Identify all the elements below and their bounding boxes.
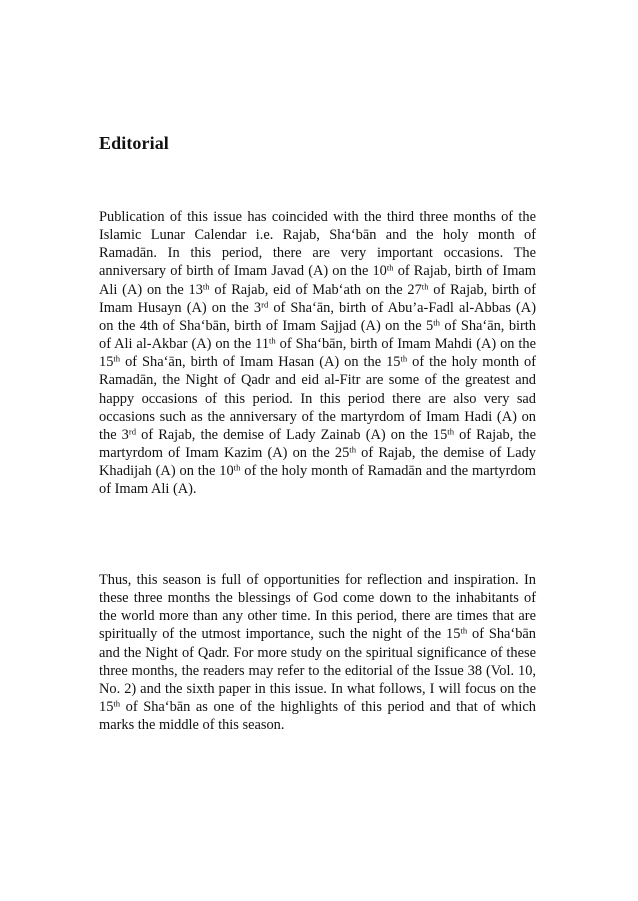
text-run: of Rajab, birth of Imam Ali (A) on the 13	[99, 263, 536, 298]
text-run: of Sha‘bān as one of the highlights of this period and that of which marks the middle of this season.	[99, 699, 536, 734]
text-run: of the holy month of Ramadān, the Night of Qadr and eid al-Fitr are some of the greatest and happy occasions of this period. In this period there are also very sad occasions such as the anniversary of the martyrdom of Imam Hadi (A) on the 3	[99, 354, 536, 443]
page-title: Editorial	[99, 133, 169, 153]
ordinal-superscript: rd	[261, 299, 269, 310]
ordinal-superscript: th	[433, 317, 440, 328]
ordinal-superscript: th	[421, 280, 429, 291]
ordinal-superscript: th	[113, 353, 121, 364]
body-paragraph	[99, 208, 536, 499]
text-run: of Sha‘ān, birth of Abu’a-Fadl al-Abbas (A) on the 4th of Sha‘bān, birth of Imam Sajjad (A) on the 5	[99, 299, 536, 334]
text-run: of Rajab, the demise of Lady Khadijah (A) on the 10	[99, 445, 536, 480]
ordinal-superscript: th	[447, 426, 455, 437]
text-run: of Rajab, the martyrdom of Imam Kazim (A) on the 25	[99, 426, 536, 462]
ordinal-superscript: th	[269, 335, 276, 346]
text-run: of Rajab, the demise of Lady Zainab (A) on the 15	[136, 426, 448, 443]
body-paragraph	[99, 571, 536, 734]
ordinal-superscript: th	[202, 280, 210, 291]
text-run: of Rajab, eid of Mab‘ath on the 27	[209, 281, 422, 298]
ordinal-superscript: rd	[128, 426, 137, 437]
ordinal-superscript: th	[349, 444, 357, 455]
text-run: of Sha‘bān and the Night of Qadr. For more study on the spiritual significance of these three months, the readers may refer to the editorial of the Issue 38 (Vol. 10, No. 2) and the sixth paper in this issue. In what follows, I will focus on the 15	[99, 626, 536, 716]
text-run: of Rajab, birth of Imam Husayn (A) on the 3	[99, 281, 536, 316]
text-run: of Sha‘ān, birth of Ali al-Akbar (A) on the 11	[99, 317, 536, 353]
ordinal-superscript: th	[460, 625, 468, 636]
text-run: Thus, this season is full of opportunities for reflection and inspiration. In these three months the blessings of God come down to the inhabitants of the world more than any other time. In this period, there are times that are spiritually of the utmost importance, such the night of the 15	[99, 572, 536, 643]
ordinal-superscript: th	[386, 262, 394, 273]
text-run: of Sha‘ān, birth of Imam Hasan (A) on the 15	[120, 354, 401, 371]
text-run: of the holy month of Ramadān and the martyrdom of Imam Ali (A).	[99, 463, 536, 498]
ordinal-superscript: th	[113, 698, 121, 709]
ordinal-superscript: th	[400, 353, 408, 364]
ordinal-superscript: th	[233, 462, 241, 473]
text-run: of Sha‘bān, birth of Imam Mahdi (A) on the 15	[99, 336, 536, 371]
text-run: Publication of this issue has coincided with the third three months of the Islamic Lunar Calendar i.e. Rajab, Sha‘bān and the holy month of Ramadān. In this period, there are very important occasions. The anniversary of birth of Imam Javad (A) on the 10	[99, 209, 536, 280]
